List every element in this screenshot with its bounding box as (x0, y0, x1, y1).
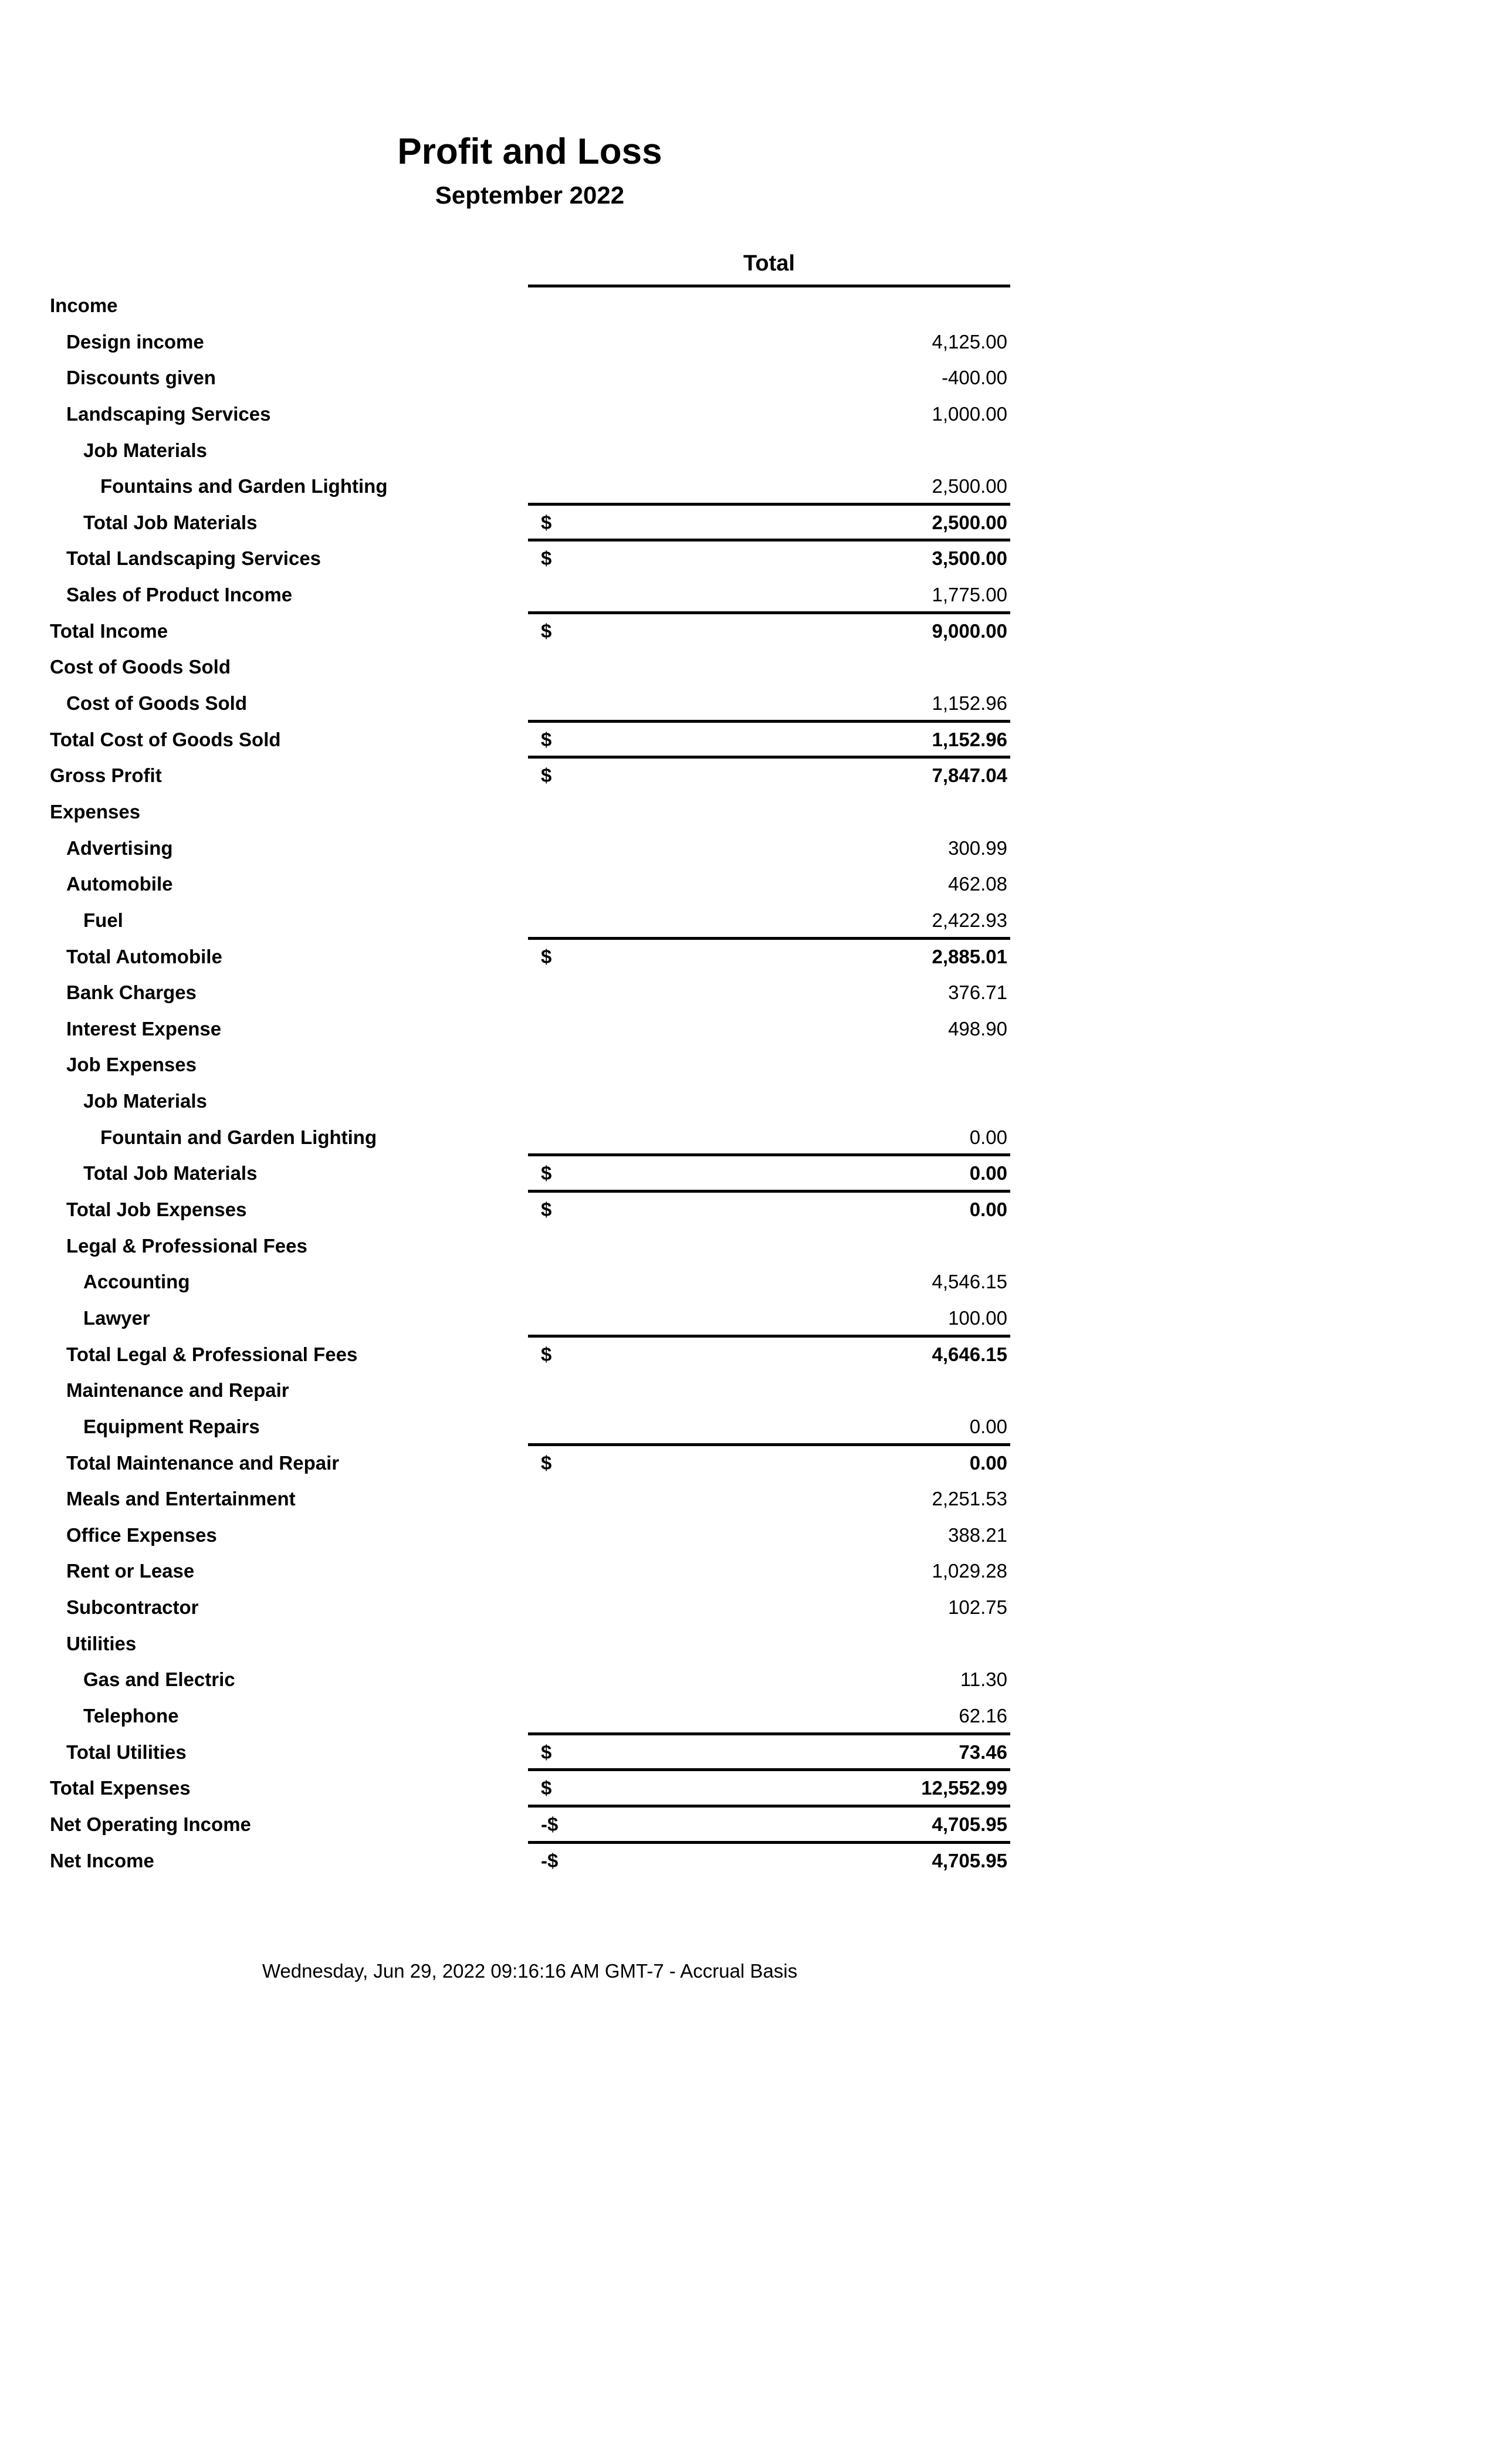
row-label: Automobile (66, 873, 173, 895)
currency-symbol: $ (541, 945, 552, 967)
row-label: Advertising (66, 837, 173, 859)
column-header-total: Total (743, 251, 795, 276)
table-row (0, 1551, 1021, 1587)
row-amount: 9,000.00 (932, 620, 1007, 642)
table-row (0, 791, 1021, 828)
table-row-total (0, 755, 1021, 791)
table-row-total (0, 1189, 1021, 1226)
row-amount: 2,251.53 (932, 1488, 1007, 1510)
row-amount: 0.00 (969, 1199, 1007, 1221)
table-row (0, 1298, 1021, 1334)
table-row-total (0, 502, 1021, 539)
row-amount: 11.30 (960, 1668, 1007, 1691)
table-row (0, 1515, 1021, 1551)
row-amount: 300.99 (948, 837, 1007, 859)
table-row-total (0, 936, 1021, 973)
row-label: Interest Expense (66, 1017, 222, 1040)
table-row (0, 466, 1021, 502)
row-label: Total Maintenance and Repair (66, 1451, 340, 1474)
row-label: Income (50, 295, 118, 316)
row-label: Total Automobile (66, 945, 222, 967)
row-label: Maintenance and Repair (66, 1379, 289, 1402)
table-row (0, 574, 1021, 611)
currency-symbol: $ (541, 1741, 552, 1763)
currency-symbol: $ (541, 1451, 552, 1474)
row-amount: 2,500.00 (932, 511, 1007, 533)
row-amount: 0.00 (969, 1451, 1007, 1474)
row-label: Equipment Repairs (83, 1415, 260, 1437)
row-label: Accounting (83, 1271, 190, 1293)
currency-symbol: $ (541, 1777, 552, 1799)
row-amount: 73.46 (959, 1741, 1007, 1763)
table-row (0, 394, 1021, 430)
row-label: Total Legal & Professional Fees (66, 1343, 358, 1365)
row-label: Total Job Materials (83, 511, 258, 533)
row-amount: 376.71 (948, 981, 1007, 1004)
table-row (0, 1587, 1021, 1623)
row-amount: 2,422.93 (932, 909, 1007, 931)
row-amount: 4,705.95 (932, 1849, 1007, 1871)
row-amount: 3,500.00 (932, 547, 1007, 570)
row-amount: 2,885.01 (932, 945, 1007, 967)
currency-symbol: $ (541, 1162, 552, 1184)
row-label: Lawyer (83, 1307, 150, 1329)
currency-symbol: $ (541, 764, 552, 787)
currency-symbol: $ (541, 511, 552, 533)
row-label: Gas and Electric (83, 1668, 235, 1691)
row-amount: 0.00 (969, 1162, 1007, 1184)
table-row (0, 321, 1021, 358)
table-row-total (0, 719, 1021, 756)
row-amount: 12,552.99 (921, 1777, 1007, 1799)
row-label: Discounts given (66, 367, 216, 389)
table-row (0, 357, 1021, 394)
row-label: Design income (66, 330, 204, 353)
table-row (0, 1008, 1021, 1045)
table-row (0, 1117, 1021, 1153)
table-row-total (0, 1153, 1021, 1189)
table-row-total (0, 611, 1021, 647)
row-amount: 4,546.15 (932, 1271, 1007, 1293)
table-row (0, 1623, 1021, 1660)
row-amount: 4,646.15 (932, 1343, 1007, 1365)
table-row-total (0, 1443, 1021, 1479)
table-row (0, 1081, 1021, 1117)
row-label: Fountain and Garden Lighting (100, 1126, 377, 1148)
table-row (0, 430, 1021, 466)
table-row-total (0, 1334, 1021, 1370)
table-row (0, 1695, 1021, 1732)
row-amount: 100.00 (948, 1307, 1007, 1329)
report-table (0, 285, 1021, 1876)
currency-symbol: -$ (541, 1813, 559, 1835)
row-amount: 1,152.96 (932, 692, 1007, 715)
report-footer: Wednesday, Jun 29, 2022 09:16:16 AM GMT-7 - Accrual Basis (262, 1960, 798, 1982)
row-amount: 1,152.96 (932, 728, 1007, 750)
table-row (0, 1659, 1021, 1695)
report-title: Profit and Loss (397, 131, 662, 172)
row-amount: 462.08 (948, 873, 1007, 895)
table-row (0, 1261, 1021, 1298)
row-label: Cost of Goods Sold (66, 692, 247, 715)
table-row-total (0, 538, 1021, 574)
table-row (0, 683, 1021, 719)
row-label: Fountains and Garden Lighting (100, 475, 388, 497)
row-label: Total Job Materials (83, 1162, 258, 1184)
row-amount: 498.90 (948, 1017, 1007, 1040)
row-label: Bank Charges (66, 981, 197, 1004)
row-label: Office Expenses (66, 1524, 217, 1546)
row-label: Subcontractor (66, 1596, 199, 1619)
row-label: Job Expenses (66, 1054, 197, 1076)
row-label: Total Expenses (50, 1777, 191, 1799)
currency-symbol: $ (541, 1199, 552, 1221)
row-label: Total Utilities (66, 1741, 187, 1763)
row-label: Total Landscaping Services (66, 547, 321, 570)
row-amount: 4,125.00 (932, 330, 1007, 353)
report-period: September 2022 (435, 181, 625, 209)
table-row (0, 828, 1021, 864)
row-amount: 62.16 (959, 1704, 1007, 1727)
row-label: Cost of Goods Sold (50, 656, 231, 678)
row-label: Gross Profit (50, 764, 162, 787)
table-row (0, 1044, 1021, 1081)
row-label: Expenses (50, 800, 141, 823)
table-row-total (0, 1732, 1021, 1768)
row-amount: 102.75 (948, 1596, 1007, 1619)
row-amount: 1,029.28 (932, 1560, 1007, 1582)
row-label: Utilities (66, 1632, 137, 1654)
row-label: Sales of Product Income (66, 584, 293, 606)
table-row (0, 1226, 1021, 1262)
currency-symbol: $ (541, 547, 552, 570)
table-row-total (0, 1804, 1021, 1840)
row-amount: 2,500.00 (932, 475, 1007, 497)
table-row (0, 1406, 1021, 1443)
row-label: Landscaping Services (66, 402, 271, 425)
table-row-total (0, 1840, 1021, 1877)
row-label: Meals and Entertainment (66, 1488, 296, 1510)
table-row (0, 647, 1021, 683)
row-amount: 0.00 (969, 1126, 1007, 1148)
table-row (0, 864, 1021, 900)
currency-symbol: -$ (541, 1849, 559, 1871)
table-row (0, 1370, 1021, 1406)
row-label: Total Job Expenses (66, 1199, 247, 1221)
row-label: Total Cost of Goods Sold (50, 728, 281, 750)
table-row-total (0, 1768, 1021, 1804)
row-amount: 388.21 (948, 1524, 1007, 1546)
row-label: Legal & Professional Fees (66, 1234, 307, 1257)
row-amount: 1,775.00 (932, 584, 1007, 606)
currency-symbol: $ (541, 620, 552, 642)
table-row (0, 900, 1021, 936)
row-label: Net Operating Income (50, 1813, 251, 1835)
currency-symbol: $ (541, 1343, 552, 1365)
currency-symbol: $ (541, 728, 552, 750)
row-amount: 0.00 (969, 1415, 1007, 1437)
row-label: Fuel (83, 909, 123, 931)
row-label: Net Income (50, 1849, 154, 1871)
row-label: Job Materials (83, 1090, 207, 1112)
table-row (0, 285, 1021, 321)
row-label: Total Income (50, 620, 168, 642)
row-amount: 7,847.04 (932, 764, 1007, 787)
table-row (0, 1478, 1021, 1515)
row-label: Job Materials (83, 439, 207, 461)
table-row (0, 972, 1021, 1008)
row-amount: 1,000.00 (932, 402, 1007, 425)
row-amount: 4,705.95 (932, 1813, 1007, 1835)
row-amount: -400.00 (942, 367, 1007, 389)
row-label: Rent or Lease (66, 1560, 195, 1582)
row-label: Telephone (83, 1704, 179, 1727)
